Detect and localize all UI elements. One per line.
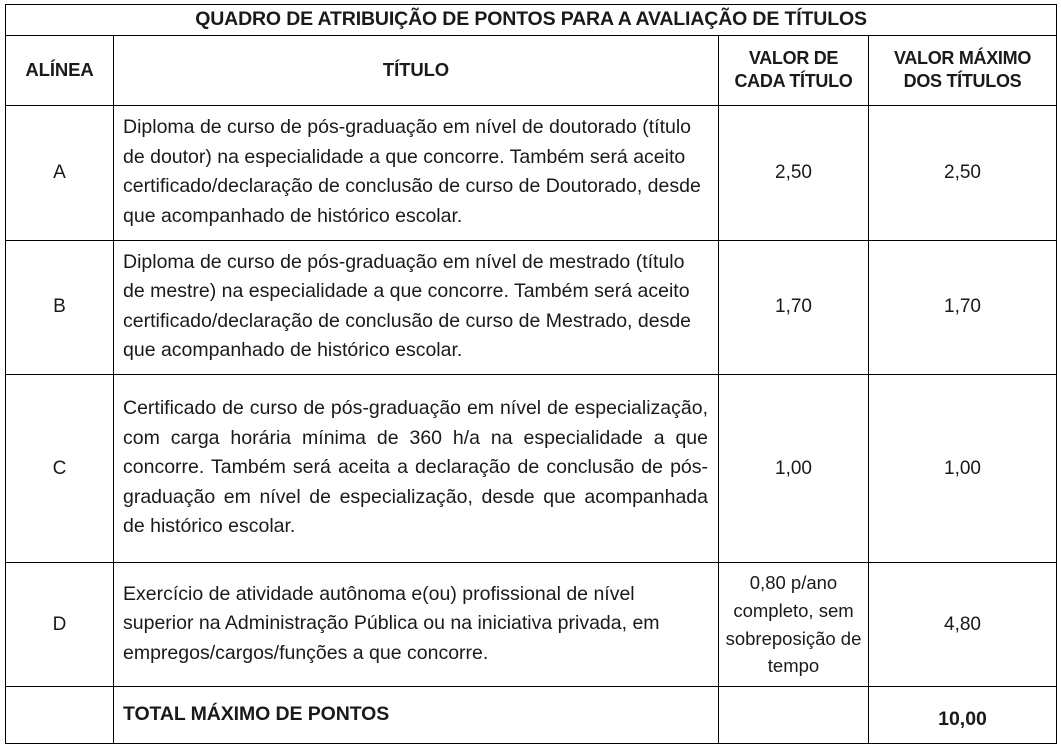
column-header-valor-maximo-titulos-line1: VALOR MÁXIMO — [893, 47, 1032, 68]
table-row — [6, 240, 1057, 375]
total-alinea-empty — [6, 687, 114, 744]
row-valor-cada-a: 2,50 — [719, 106, 869, 241]
row-valor-maximo-a: 2,50 — [869, 106, 1057, 241]
column-header-valor-maximo-titulos — [869, 36, 1057, 106]
table-row — [6, 375, 1057, 563]
column-header-valor-cada-titulo-line2: CADA TÍTULO — [734, 71, 853, 91]
row-valor-maximo-d: 4,80 — [869, 563, 1057, 687]
column-header-valor-cada-titulo — [719, 36, 869, 106]
row-alinea-a: A — [6, 106, 114, 241]
table-row — [6, 563, 1057, 687]
table-total-row — [6, 687, 1057, 744]
row-titulo-c: Certificado de curso de pós-graduação em nível de especialização, com carga horária mínima de 360 h/a na especialidade a que concorre. Também será aceita a declaração de conclusão de pós-graduação em nível de especialização, desde que acompanhada de histórico escolar. — [114, 375, 719, 563]
row-alinea-d: D — [6, 563, 114, 687]
row-titulo-d: Exercício de atividade autônoma e(ou) profissional de nível superior na Administração Pública ou na iniciativa privada, em empregos/cargos/funções a que concorre. — [114, 563, 719, 687]
table-row — [6, 106, 1057, 241]
total-label: TOTAL MÁXIMO DE PONTOS — [114, 687, 719, 744]
total-valor-cada-empty — [719, 687, 869, 744]
row-alinea-c: C — [6, 375, 114, 563]
row-titulo-a: Diploma de curso de pós-graduação em nível de doutorado (título de doutor) na especialidade a que concorre. Também será aceito certificado/declaração de conclusão de curso de Doutorado, desde que acompanhado de histórico escolar. — [114, 106, 719, 241]
column-header-titulo: TÍTULO — [114, 36, 719, 106]
row-titulo-b: Diploma de curso de pós-graduação em nível de mestrado (título de mestre) na especialidade a que concorre. Também será aceito certificado/declaração de conclusão de curso de Mestrado, desde que acompanhado de histórico escolar. — [114, 240, 719, 375]
row-valor-cada-d: 0,80 p/ano completo, sem sobreposição de tempo — [719, 563, 869, 687]
row-valor-cada-c: 1,00 — [719, 375, 869, 563]
points-attribution-table — [5, 4, 1057, 744]
column-header-valor-cada-titulo-line1: VALOR DE — [748, 47, 839, 68]
table-title: QUADRO DE ATRIBUIÇÃO DE PONTOS PARA A AVALIAÇÃO DE TÍTULOS — [6, 5, 1057, 36]
column-header-valor-maximo-titulos-line2: DOS TÍTULOS — [903, 71, 1022, 91]
total-valor-maximo: 10,00 — [869, 687, 1057, 744]
row-valor-cada-b: 1,70 — [719, 240, 869, 375]
row-alinea-b: B — [6, 240, 114, 375]
table-title-row — [6, 5, 1057, 36]
row-valor-maximo-b: 1,70 — [869, 240, 1057, 375]
table-header-row — [6, 36, 1057, 106]
column-header-alinea: ALÍNEA — [6, 36, 114, 106]
row-valor-maximo-c: 1,00 — [869, 375, 1057, 563]
